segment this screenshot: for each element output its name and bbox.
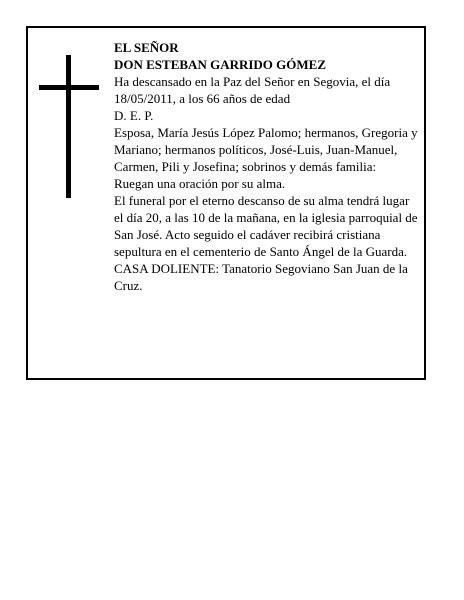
cross-horizontal-bar [39,85,99,90]
cross-icon [39,55,99,198]
title-line-1: EL SEÑOR [114,40,179,55]
house-of-mourning: CASA DOLIENTE: Tanatorio Segoviano San Juan de la Cruz. [114,261,408,293]
family-list: Esposa, María Jesús López Palomo; hermanos, Gregoria y Mariano; hermanos políticos, José-Luis, Juan-Manuel, Carmen, Pili y Josefina; sobrinos y demás familia: [114,125,418,174]
prayer-request: Ruegan una oración por su alma. [114,176,286,191]
funeral-info: El funeral por el eterno descanso de su alma tendrá lugar el día 20, a las 10 de la mañana, en la iglesia parroquial de San José. Acto seguido el cadáver recibirá cristiana sepultura en el cementerio de Santo Ángel de la Guarda. [114,193,418,259]
deceased-name: DON ESTEBAN GARRIDO GÓMEZ [114,57,326,72]
dep-text: D. E. P. [114,108,154,123]
cross-vertical-bar [66,55,71,198]
rest-statement: Ha descansado en la Paz del Señor en Segovia, el día 18/05/2011, a los 66 años de edad [114,74,391,106]
notice-text [114,39,419,294]
obituary-notice [26,26,426,380]
